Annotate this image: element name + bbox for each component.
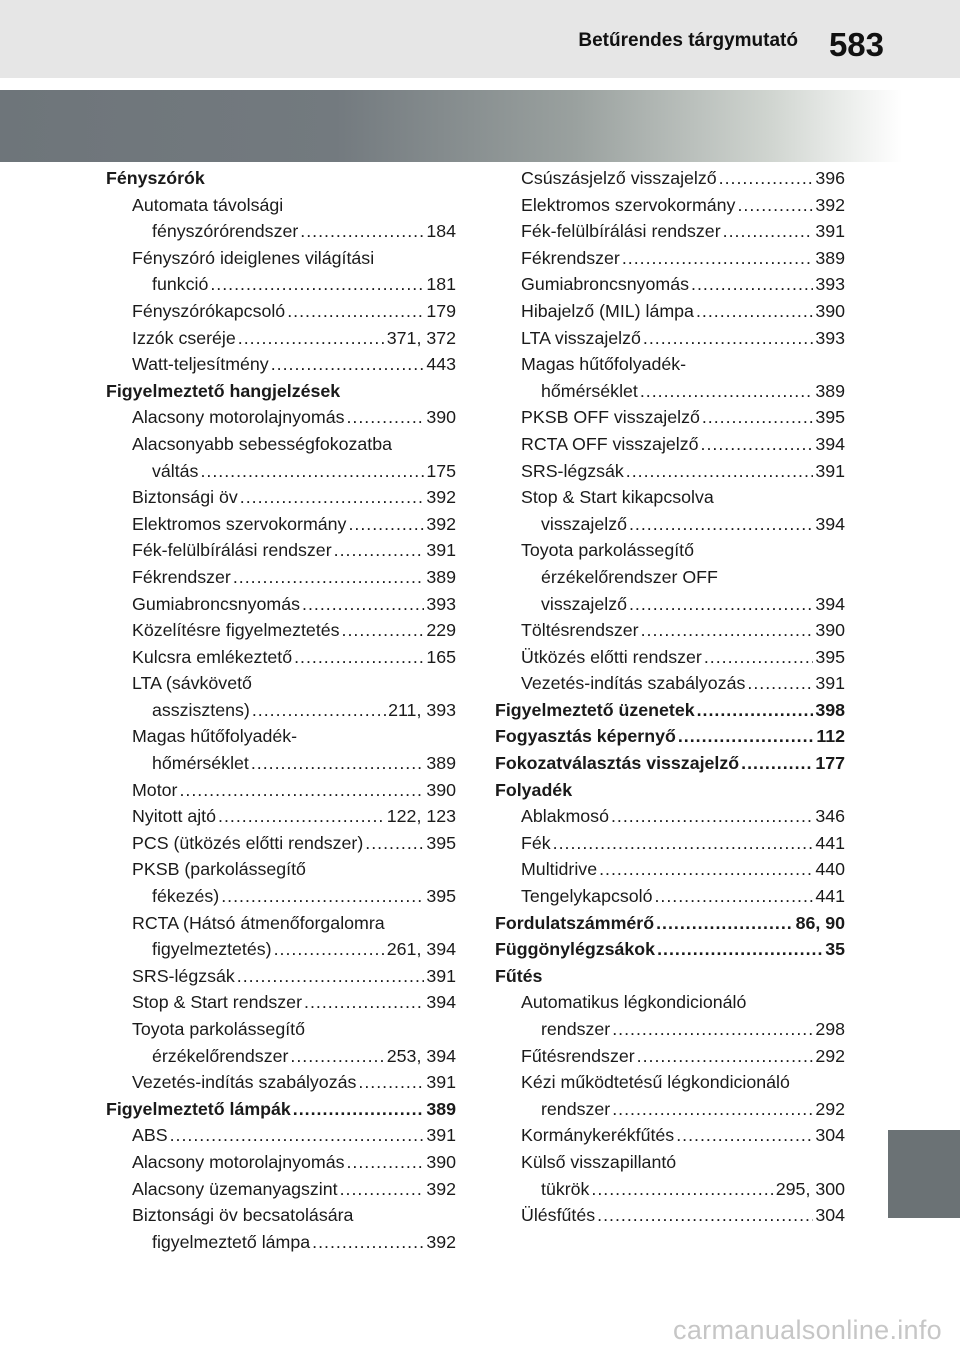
index-column-right	[495, 165, 845, 1229]
index-term: Magas hűtőfolyadék-	[132, 726, 298, 747]
dot-leader	[657, 936, 823, 963]
index-term: SRS-légzsák	[132, 965, 235, 986]
index-entry	[106, 1043, 456, 1070]
index-term: Ütközés előtti rendszer	[521, 646, 702, 667]
index-entry	[495, 165, 845, 192]
dot-leader	[691, 271, 813, 298]
index-term: Fűtés	[495, 965, 543, 986]
page-reference[interactable]: 392	[815, 194, 845, 215]
page-reference[interactable]: 389	[426, 566, 456, 587]
dot-leader	[612, 1016, 813, 1043]
index-term: SRS-légzsák	[521, 460, 624, 481]
index-entry	[106, 803, 456, 830]
index-term: Fogyasztás képernyő	[495, 726, 676, 747]
index-term: rendszer	[541, 1019, 611, 1039]
dot-leader	[591, 1176, 773, 1203]
dot-leader	[611, 803, 813, 830]
index-entry	[495, 963, 845, 990]
index-term: visszajelző	[541, 513, 627, 534]
dot-leader	[676, 1122, 813, 1149]
dot-leader	[200, 458, 424, 485]
dot-leader	[271, 351, 425, 378]
page-reference[interactable]: 394	[815, 593, 845, 614]
dot-leader	[346, 404, 424, 431]
index-entry	[106, 165, 456, 192]
index-term: Fékrendszer	[132, 566, 231, 587]
dot-leader	[304, 989, 424, 1016]
dot-leader	[287, 298, 424, 325]
page-reference[interactable]: 181	[426, 274, 456, 295]
page-number: 583	[828, 26, 884, 63]
index-entry	[106, 325, 456, 352]
index-term: Hibajelző (MIL) lámpa	[521, 300, 694, 321]
index-entry	[495, 218, 845, 245]
index-entry	[495, 936, 845, 963]
index-entry	[495, 830, 845, 857]
index-entry	[495, 617, 845, 644]
dot-leader	[719, 165, 814, 192]
dot-leader	[612, 1096, 813, 1123]
page-reference[interactable]: 392	[426, 1178, 456, 1199]
page-reference[interactable]: 122, 123	[386, 806, 456, 827]
index-term: fényszórórendszer	[152, 221, 299, 242]
page-reference[interactable]: 390	[815, 300, 845, 321]
index-term: Automatikus légkondicionáló	[521, 992, 747, 1013]
page-reference[interactable]: 295, 300	[775, 1178, 845, 1199]
page-reference[interactable]: 395	[815, 407, 845, 428]
index-term: Ablakmosó	[521, 806, 609, 827]
index-entry	[495, 777, 845, 804]
index-entry	[106, 617, 456, 644]
index-entry	[495, 537, 845, 564]
dot-leader	[237, 963, 425, 990]
index-term: Folyadék	[495, 779, 573, 800]
page-reference[interactable]: 394	[426, 992, 456, 1013]
index-term: Alacsony motorolajnyomás	[132, 1151, 345, 1172]
index-entry	[106, 670, 456, 697]
index-entry	[495, 989, 845, 1016]
dot-leader	[656, 910, 793, 937]
index-entry	[106, 697, 456, 724]
index-entry	[106, 591, 456, 618]
index-entry	[106, 963, 456, 990]
index-term: ABS	[132, 1125, 168, 1146]
page-reference[interactable]: 393	[815, 327, 845, 348]
index-term: Figyelmeztető lámpák	[106, 1098, 291, 1119]
index-entry	[495, 1096, 845, 1123]
page-reference[interactable]: 440	[815, 859, 845, 880]
page-reference[interactable]: 112	[816, 726, 845, 747]
index-entry	[106, 1096, 456, 1123]
index-entry	[495, 856, 845, 883]
index-entry	[495, 404, 845, 431]
dot-leader	[365, 830, 424, 857]
index-entry	[106, 564, 456, 591]
dot-leader	[346, 1149, 424, 1176]
index-term: Csúszásjelző visszajelző	[521, 168, 717, 188]
index-term: Tengelykapcsoló	[521, 886, 653, 907]
index-term: Toyota parkolássegítő	[521, 540, 694, 561]
page-reference[interactable]: 392	[426, 513, 456, 534]
index-entry	[106, 271, 456, 298]
index-term: Közelítésre figyelmeztetés	[132, 620, 340, 641]
index-entry	[106, 1122, 456, 1149]
index-term: Stop & Start rendszer	[132, 992, 302, 1013]
index-term: Kulcsra emlékeztető	[132, 646, 293, 667]
page-reference[interactable]: 391	[426, 965, 456, 986]
page-reference[interactable]: 393	[426, 593, 456, 614]
page-reference[interactable]: 179	[426, 300, 456, 321]
dot-leader	[210, 271, 424, 298]
index-term: Fokozatválasztás visszajelző	[495, 753, 740, 774]
index-term: Fék	[521, 832, 551, 853]
index-term: tükrök	[541, 1178, 590, 1199]
dot-leader	[293, 1096, 425, 1123]
running-title: Betűrendes tárgymutató	[578, 30, 798, 51]
index-entry	[495, 1149, 845, 1176]
page-reference[interactable]: 443	[426, 354, 456, 375]
dot-leader	[696, 298, 813, 325]
index-entry	[495, 1043, 845, 1070]
index-term: RCTA OFF visszajelző	[521, 433, 699, 454]
page-reference[interactable]: 86, 90	[795, 912, 845, 933]
index-column-left	[106, 165, 456, 1255]
index-entry	[106, 777, 456, 804]
index-term: Fékrendszer	[521, 247, 620, 268]
index-term: Alacsony üzemanyagszint	[132, 1178, 338, 1199]
dot-leader	[274, 936, 385, 963]
index-term: Figyelmeztető hangjelzések	[106, 380, 341, 401]
index-entry	[106, 192, 456, 219]
page-reference[interactable]: 390	[426, 407, 456, 428]
index-entry	[495, 298, 845, 325]
dot-leader	[334, 537, 425, 564]
page-reference[interactable]: 391	[815, 221, 845, 242]
page-reference[interactable]: 389	[815, 380, 845, 401]
page-reference[interactable]: 229	[426, 620, 456, 641]
page-reference[interactable]: 389	[426, 1098, 456, 1119]
index-entry	[495, 750, 845, 777]
page-reference[interactable]: 304	[815, 1125, 845, 1146]
dot-leader	[741, 750, 813, 777]
index-entry	[106, 1176, 456, 1203]
index-entry	[495, 723, 845, 750]
page-reference[interactable]: 391	[426, 1072, 456, 1093]
index-entry	[495, 431, 845, 458]
index-term: Vezetés-indítás szabályozás	[521, 673, 746, 694]
dot-leader	[251, 750, 424, 777]
index-entry	[106, 644, 456, 671]
page-reference[interactable]: 394	[815, 513, 845, 534]
index-entry	[495, 484, 845, 511]
dot-leader	[702, 404, 813, 431]
index-term: Magas hűtőfolyadék-	[521, 354, 687, 375]
index-entry	[495, 245, 845, 272]
index-term: hőmérséklet	[541, 380, 638, 401]
index-term: Nyitott ajtó	[132, 806, 217, 827]
index-term: Toyota parkolássegítő	[132, 1019, 305, 1039]
index-entry	[495, 325, 845, 352]
index-term: Multidrive	[521, 859, 598, 880]
index-entry	[106, 351, 456, 378]
index-term: Elektromos szervokormány	[521, 194, 736, 215]
page-reference[interactable]: 394	[815, 433, 845, 454]
index-entry	[106, 404, 456, 431]
index-term: Töltésrendszer	[521, 620, 639, 641]
index-term: fékezés)	[152, 886, 220, 907]
index-entry	[106, 218, 456, 245]
index-entry	[106, 431, 456, 458]
dot-leader	[622, 245, 814, 272]
index-entry	[106, 936, 456, 963]
index-entry	[106, 1149, 456, 1176]
dot-leader	[340, 1176, 425, 1203]
index-entry	[495, 803, 845, 830]
dot-leader	[312, 1229, 424, 1256]
dot-leader	[654, 883, 813, 910]
page-reference[interactable]: 393	[815, 274, 845, 295]
dot-leader	[233, 564, 425, 591]
page-reference[interactable]: 390	[426, 1151, 456, 1172]
index-entry	[106, 484, 456, 511]
page-reference[interactable]: 175	[426, 460, 456, 481]
page-reference[interactable]: 261, 394	[386, 939, 456, 960]
page-reference[interactable]: 391	[426, 540, 456, 561]
index-term: Figyelmeztető üzenetek	[495, 699, 695, 720]
index-term: Ülésfűtés	[521, 1205, 596, 1226]
index-term: LTA (sávkövető	[132, 673, 252, 694]
dot-leader	[218, 803, 385, 830]
index-term: Elektromos szervokormány	[132, 513, 347, 534]
index-term: Stop & Start kikapcsolva	[521, 487, 714, 508]
index-entry	[106, 298, 456, 325]
index-term: Automata távolsági	[132, 194, 284, 215]
index-term: Alacsonyabb sebességfokozatba	[132, 433, 392, 454]
dot-leader	[629, 511, 813, 538]
page-reference[interactable]: 391	[815, 460, 845, 481]
dot-leader	[640, 378, 813, 405]
index-entry	[495, 271, 845, 298]
page-reference[interactable]: 441	[815, 832, 845, 853]
index-term: Gumiabroncsnyomás	[521, 274, 690, 295]
index-term: PKSB OFF visszajelző	[521, 407, 700, 428]
index-term: visszajelző	[541, 593, 627, 614]
page-reference[interactable]: 253, 394	[386, 1045, 456, 1066]
page-reference[interactable]: 391	[426, 1125, 456, 1146]
index-term: Fényszórók	[106, 168, 205, 188]
index-entry	[495, 644, 845, 671]
dot-leader	[290, 1043, 384, 1070]
index-entry	[106, 1016, 456, 1043]
index-entry	[495, 351, 845, 378]
dot-leader	[678, 723, 814, 750]
index-entry	[106, 1229, 456, 1256]
index-entry	[495, 1202, 845, 1229]
index-term: Fényszórókapcsoló	[132, 300, 286, 321]
dot-leader	[294, 644, 424, 671]
index-term: PKSB (parkolássegítő	[132, 859, 306, 880]
dot-leader	[300, 218, 424, 245]
dot-leader	[723, 218, 814, 245]
dot-leader	[358, 1069, 424, 1096]
dot-leader	[629, 591, 813, 618]
index-entry	[106, 830, 456, 857]
page-reference[interactable]: 371, 372	[386, 327, 456, 348]
index-term: Alacsony motorolajnyomás	[132, 407, 345, 428]
index-term: Fényszóró ideiglenes világítási	[132, 247, 375, 268]
page-reference[interactable]: 396	[815, 168, 845, 188]
page-reference[interactable]: 389	[815, 247, 845, 268]
index-term: figyelmeztető lámpa	[152, 1231, 311, 1252]
dot-leader	[597, 1202, 813, 1229]
page-reference[interactable]: 298	[815, 1019, 845, 1039]
header-band	[0, 0, 960, 78]
page-reference[interactable]: 395	[815, 646, 845, 667]
dot-leader	[643, 325, 813, 352]
dot-leader	[599, 856, 813, 883]
index-term: Motor	[132, 779, 178, 800]
dot-leader	[626, 458, 814, 485]
page-reference[interactable]: 184	[426, 221, 456, 242]
index-term: váltás	[152, 460, 199, 481]
index-term: érzékelőrendszer	[152, 1045, 289, 1066]
index-entry	[495, 1122, 845, 1149]
page-reference[interactable]: 35	[825, 939, 845, 960]
index-term: érzékelőrendszer OFF	[541, 566, 718, 587]
index-term: Watt-teljesítmény	[132, 354, 269, 375]
dot-leader	[170, 1122, 425, 1149]
index-entry	[106, 989, 456, 1016]
page-reference[interactable]: 346	[815, 806, 845, 827]
dot-leader	[252, 697, 386, 724]
page-reference[interactable]: 177	[815, 753, 845, 774]
index-entry	[106, 883, 456, 910]
index-entry	[495, 511, 845, 538]
index-term: Vezetés-indítás szabályozás	[132, 1072, 357, 1093]
index-entry	[495, 883, 845, 910]
index-term: Függönylégzsákok	[495, 939, 656, 960]
dot-leader	[348, 511, 424, 538]
index-entry	[495, 192, 845, 219]
dot-leader	[342, 617, 425, 644]
page-reference[interactable]: 395	[426, 886, 456, 907]
index-entry	[106, 723, 456, 750]
index-entry	[106, 458, 456, 485]
index-term: Fék-felülbírálási rendszer	[521, 221, 721, 242]
index-entry	[106, 378, 456, 405]
page-reference[interactable]: 392	[426, 1231, 456, 1252]
page-reference[interactable]: 211, 393	[388, 699, 456, 720]
index-term: hőmérséklet	[152, 753, 249, 774]
page-reference[interactable]: 398	[815, 699, 845, 720]
section-gradient-bar	[0, 90, 960, 162]
index-entry	[106, 511, 456, 538]
dot-leader	[641, 617, 814, 644]
index-term: LTA visszajelző	[521, 327, 641, 348]
dot-leader	[747, 670, 813, 697]
page-reference[interactable]: 165	[426, 646, 456, 667]
dot-leader	[704, 644, 813, 671]
index-entry	[106, 750, 456, 777]
index-term: rendszer	[541, 1098, 611, 1119]
index-term: Fék-felülbírálási rendszer	[132, 540, 332, 561]
index-term: Biztonsági öv becsatolására	[132, 1205, 354, 1226]
index-entry	[106, 856, 456, 883]
index-term: funkció	[152, 274, 209, 295]
index-term: Izzók cseréje	[132, 327, 236, 348]
index-entry	[106, 1069, 456, 1096]
index-entry	[495, 1016, 845, 1043]
index-entry	[495, 697, 845, 724]
index-term: Fűtésrendszer	[521, 1045, 635, 1066]
dot-leader	[179, 777, 424, 804]
index-entry	[106, 537, 456, 564]
index-term: asszisztens)	[152, 699, 250, 720]
index-entry	[495, 378, 845, 405]
page-reference[interactable]: 390	[426, 779, 456, 800]
page-reference[interactable]: 389	[426, 753, 456, 774]
index-term: Külső visszapillantó	[521, 1151, 677, 1172]
page-reference[interactable]: 392	[426, 487, 456, 508]
index-term: Kormánykerékfűtés	[521, 1125, 675, 1146]
page-reference[interactable]: 391	[815, 673, 845, 694]
index-term: Gumiabroncsnyomás	[132, 593, 301, 614]
index-entry	[495, 1069, 845, 1096]
dot-leader	[553, 830, 814, 857]
chapter-thumb-tab	[888, 1130, 960, 1218]
dot-leader	[637, 1043, 814, 1070]
index-entry	[106, 245, 456, 272]
page-reference[interactable]: 304	[815, 1205, 845, 1226]
dot-leader	[697, 697, 814, 724]
index-term: Biztonsági öv	[132, 487, 238, 508]
page-reference[interactable]: 292	[815, 1098, 845, 1119]
page-reference[interactable]: 395	[426, 832, 456, 853]
dot-leader	[302, 591, 424, 618]
index-entry	[495, 564, 845, 591]
index-entry	[495, 591, 845, 618]
watermark: carmanualsonline.info	[673, 1315, 942, 1345]
index-entry	[495, 1176, 845, 1203]
dot-leader	[240, 484, 425, 511]
index-entry	[106, 910, 456, 937]
index-entry	[106, 1202, 456, 1229]
index-term: Kézi működtetésű légkondicionáló	[521, 1072, 790, 1093]
index-term: figyelmeztetés)	[152, 939, 272, 960]
page-reference[interactable]: 441	[815, 886, 845, 907]
dot-leader	[701, 431, 814, 458]
dot-leader	[238, 325, 385, 352]
index-entry	[495, 910, 845, 937]
index-entry	[495, 458, 845, 485]
page-reference[interactable]: 292	[815, 1045, 845, 1066]
dot-leader	[737, 192, 813, 219]
index-term: PCS (ütközés előtti rendszer)	[132, 832, 364, 853]
index-entry	[495, 670, 845, 697]
page-reference[interactable]: 390	[815, 620, 845, 641]
dot-leader	[221, 883, 424, 910]
index-term: Fordulatszámmérő	[495, 912, 655, 933]
index-term: RCTA (Hátsó átmenőforgalomra	[132, 912, 385, 933]
